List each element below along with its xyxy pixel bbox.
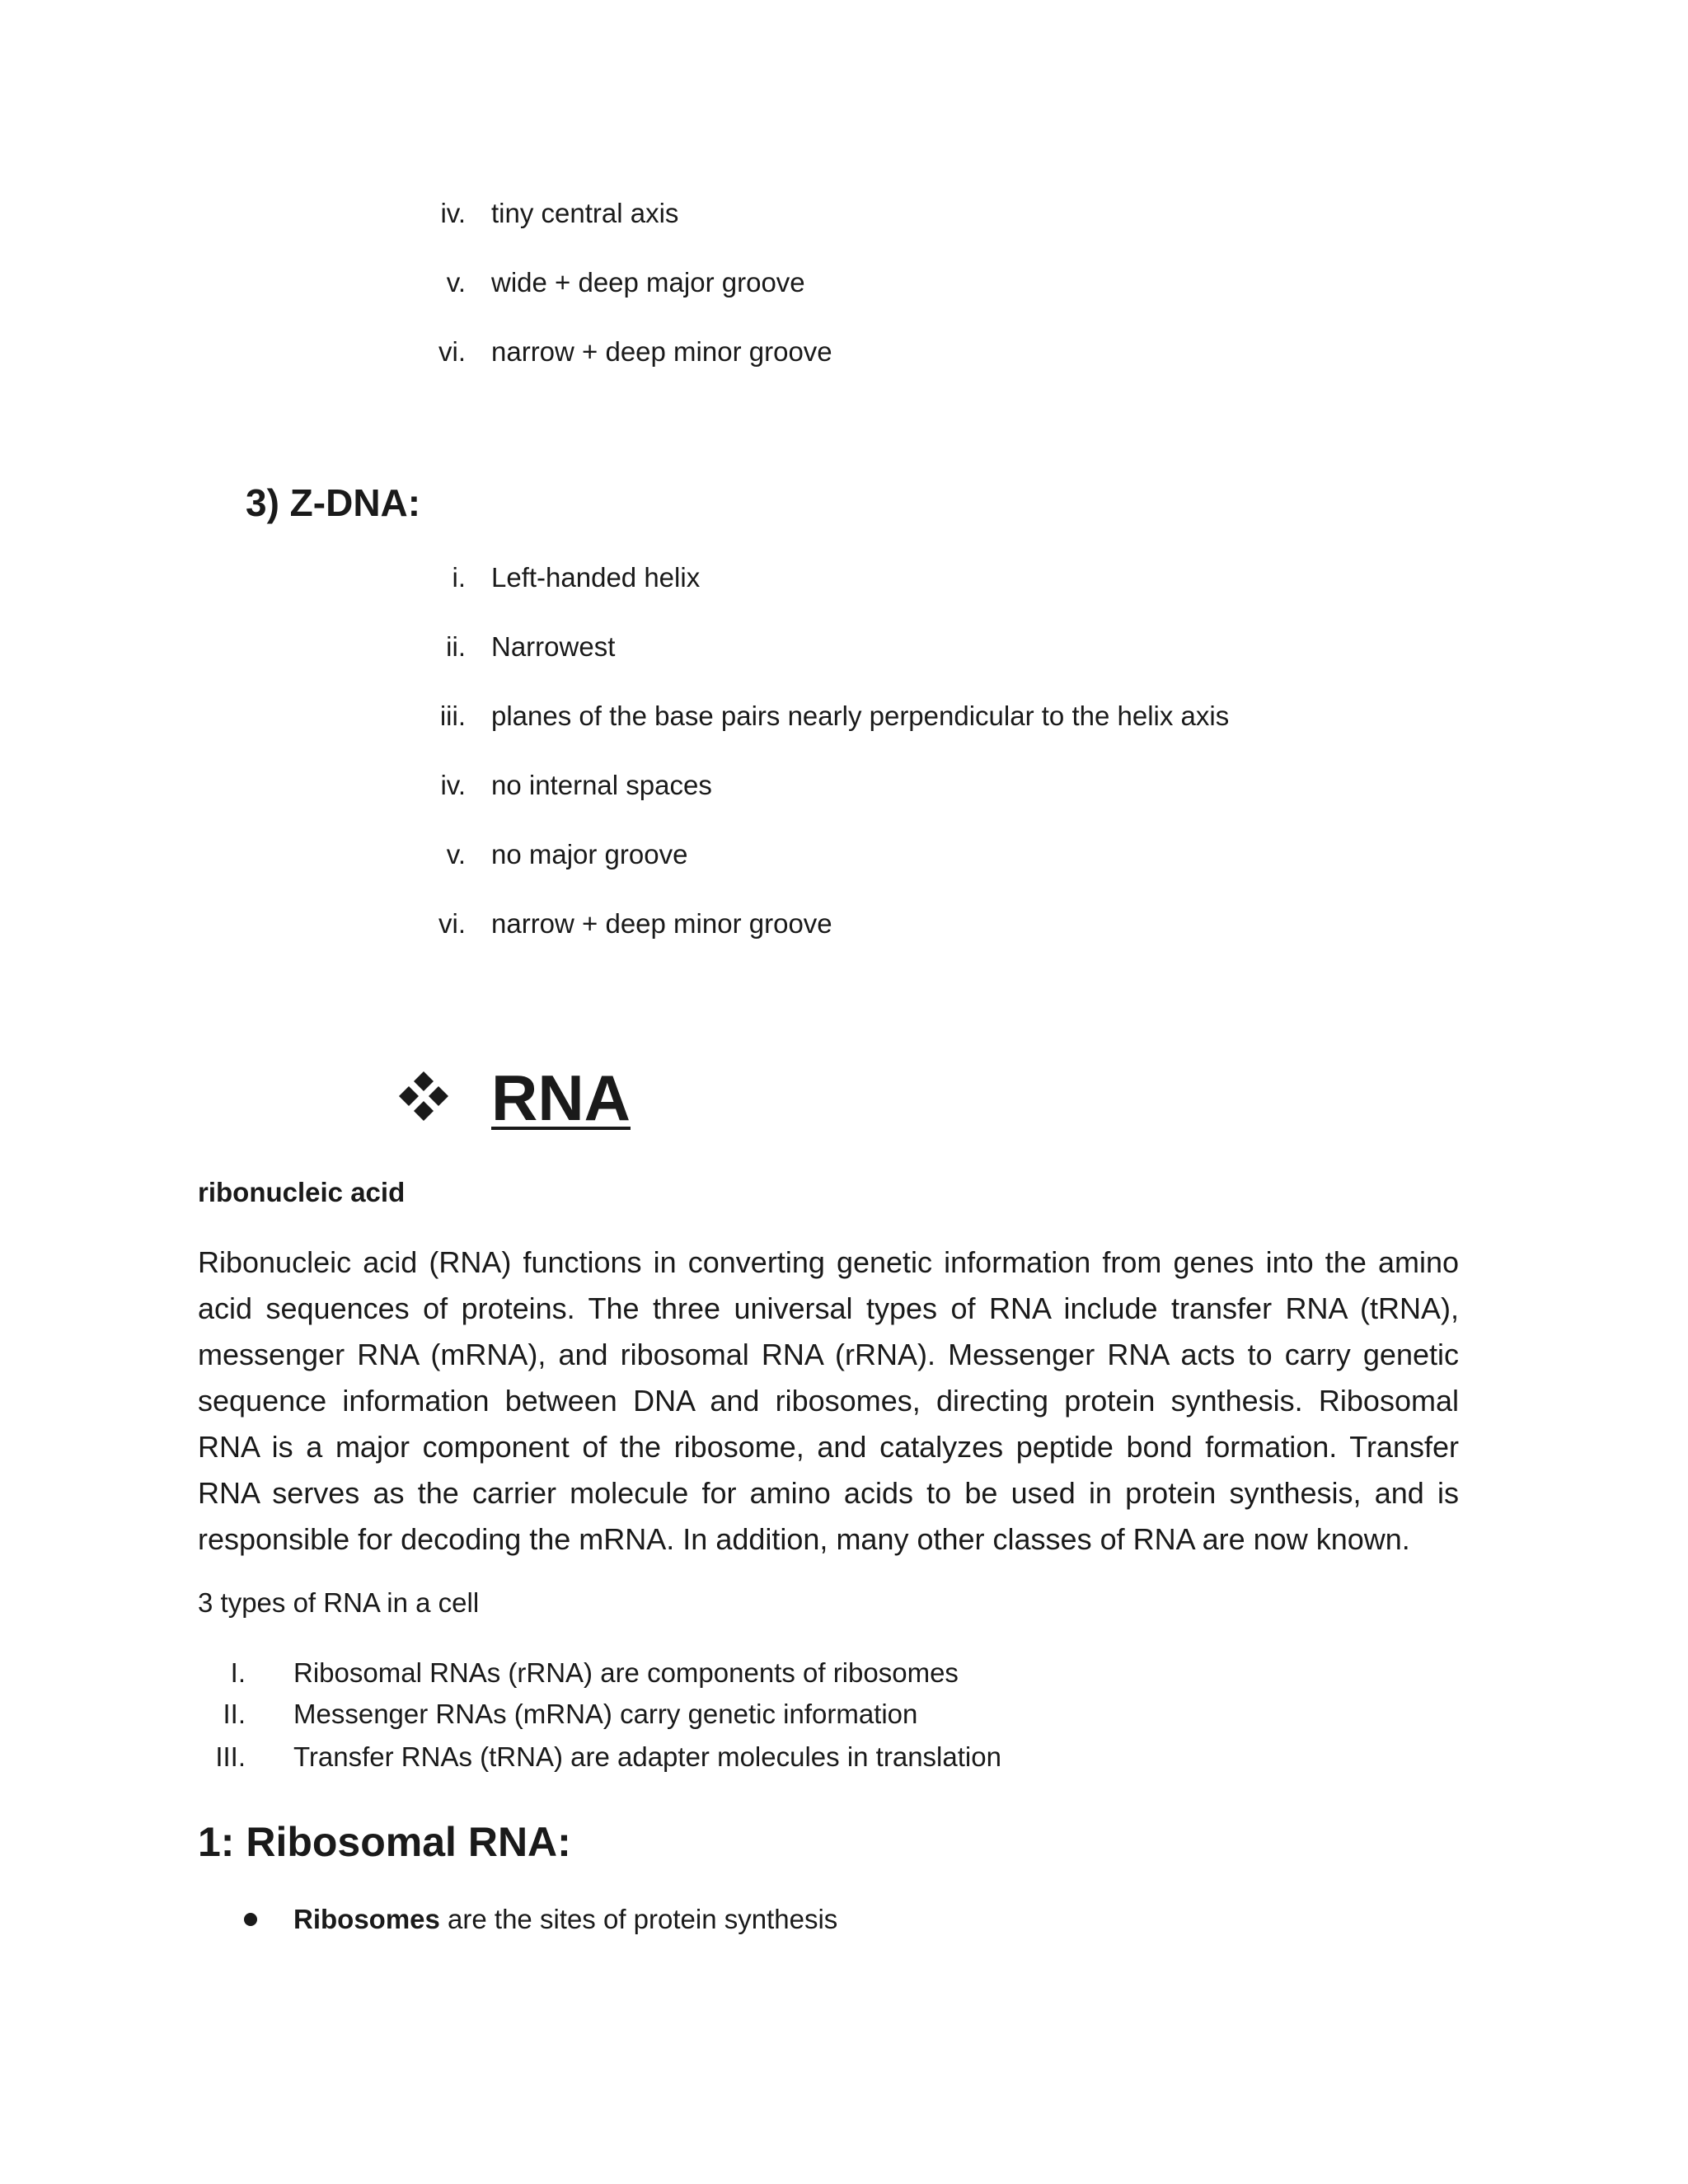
list-item	[0, 1652, 1319, 1694]
list-item	[0, 1694, 1319, 1735]
bold-term: Ribosomes	[293, 1904, 440, 1934]
list-text: Messenger RNAs (mRNA) carry genetic information	[293, 1699, 918, 1729]
list-number: i.	[452, 562, 466, 593]
rna-types-intro: 3 types of RNA in a cell	[198, 1587, 480, 1618]
list-text: narrow + deep minor groove	[491, 336, 832, 367]
diamond-bullet-icon	[396, 1068, 452, 1124]
list-item	[0, 1897, 1319, 1942]
list-number: vi.	[438, 336, 466, 367]
list-item	[0, 765, 1401, 806]
list-item	[0, 696, 1401, 737]
bullet-icon	[244, 1913, 257, 1926]
bullet-rest: are the sites of protein synthesis	[439, 1904, 838, 1934]
list-number: I.	[230, 1657, 246, 1688]
list-item	[0, 557, 1401, 598]
list-text: wide + deep major groove	[491, 267, 805, 298]
list-number: III.	[215, 1741, 246, 1772]
rna-subtitle: ribonucleic acid	[198, 1177, 406, 1207]
list-item	[0, 331, 1401, 373]
list-number: iv.	[440, 770, 466, 800]
list-text: Narrowest	[491, 631, 616, 662]
list-number: iv.	[440, 198, 466, 228]
list-number: v.	[446, 839, 466, 869]
rna-title: RNA	[491, 1062, 631, 1134]
list-item	[0, 262, 1401, 303]
list-number: v.	[446, 267, 466, 298]
list-text: Ribosomal RNAs (rRNA) are components of ribosomes	[293, 1657, 959, 1688]
list-text: no major groove	[491, 839, 688, 869]
list-text: Transfer RNAs (tRNA) are adapter molecules in translation	[293, 1741, 1001, 1772]
list-text: Left-handed helix	[491, 562, 701, 593]
rna-section-header	[396, 1057, 725, 1139]
list-item	[0, 1736, 1319, 1778]
zdna-heading: 3) Z-DNA:	[246, 481, 421, 524]
list-number: iii.	[439, 701, 466, 731]
list-text	[293, 1897, 837, 1942]
list-item	[0, 193, 1401, 234]
list-number: ii.	[446, 631, 466, 662]
list-item	[0, 903, 1401, 944]
list-item	[0, 834, 1401, 875]
list-text: narrow + deep minor groove	[491, 908, 832, 939]
list-number: II.	[223, 1699, 246, 1729]
list-text: tiny central axis	[491, 198, 679, 228]
rna-paragraph: Ribonucleic acid (RNA) functions in converting genetic information from genes into the amino acid sequences of proteins. The three universal types of RNA include transfer RNA (tRNA), messenger RNA (mRNA), and ribosomal RNA (rRNA). Messenger RNA acts to carry genetic sequence information between DNA and ribosomes, directing protein synthesis. Ribosomal RNA is a major component of the ribosome, and catalyzes peptide bond formation. Transfer RNA serves as the carrier molecule for amino acids to be used in protein synthesis, and is responsible for decoding the mRNA. In addition, many other classes of RNA are now known.	[198, 1245, 1459, 1556]
list-text: planes of the base pairs nearly perpendicular to the helix axis	[491, 701, 1230, 731]
list-number: vi.	[438, 908, 466, 939]
list-item	[0, 626, 1401, 668]
ribosomal-rna-heading: 1: Ribosomal RNA:	[198, 1819, 571, 1865]
list-text: no internal spaces	[491, 770, 712, 800]
